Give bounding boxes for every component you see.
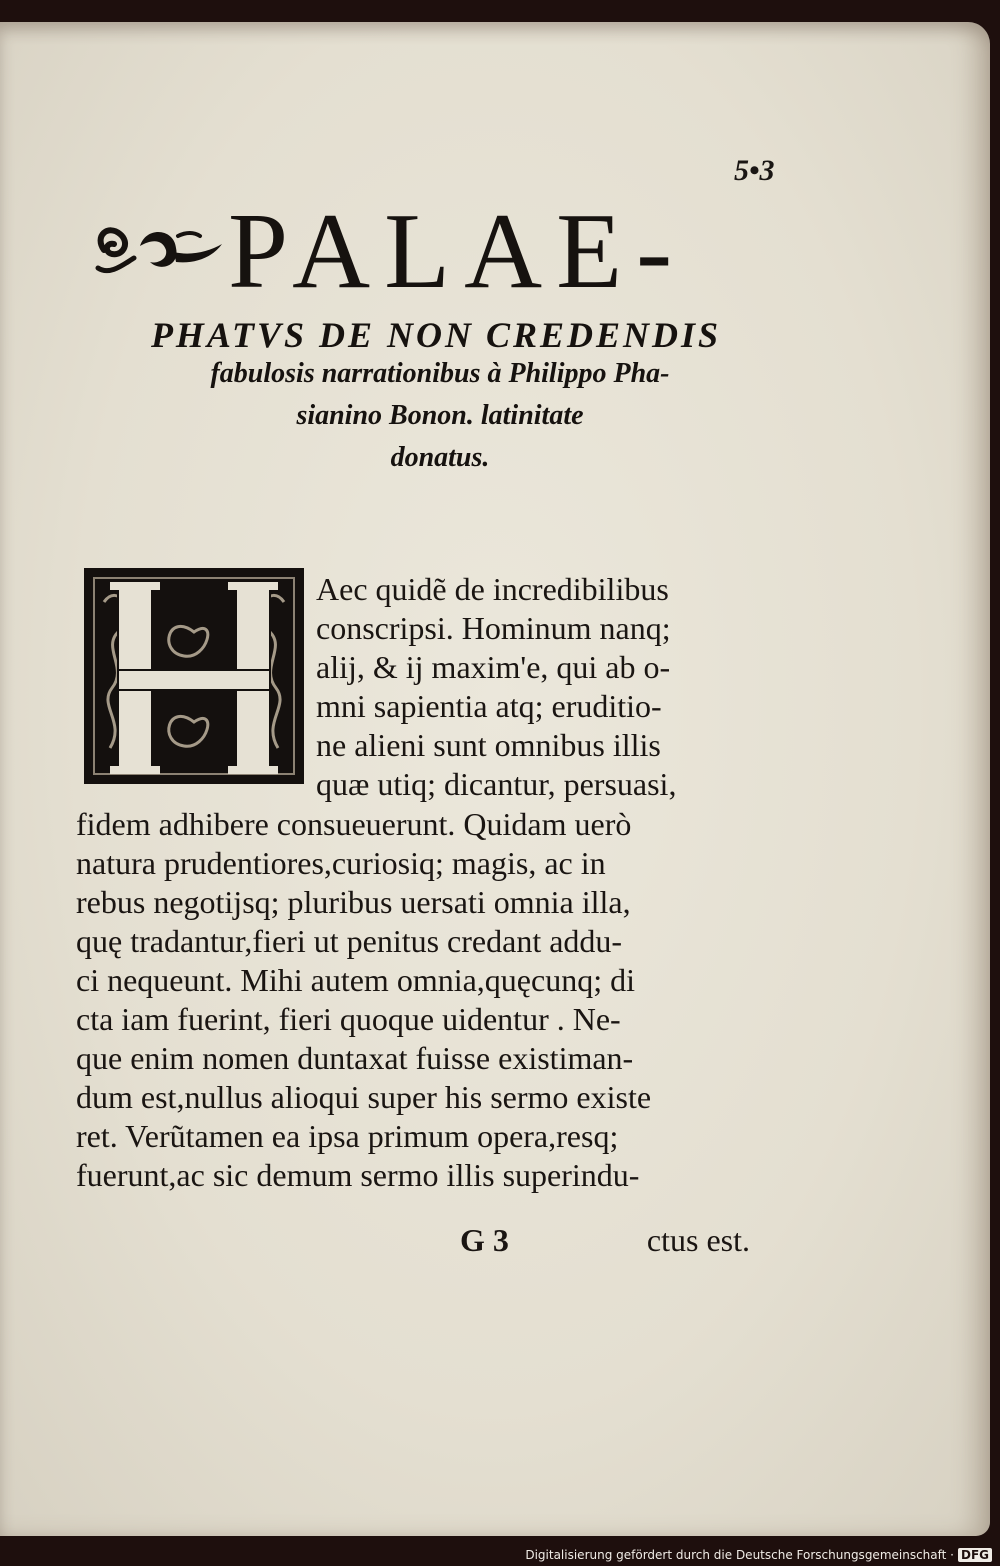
body-line-2: conscripsi. Hominum nanq; xyxy=(316,610,671,647)
digitization-credit xyxy=(525,1548,992,1562)
title-line-3: donatus. xyxy=(390,442,490,473)
body-line-4: mni sapientia atq; eruditio- xyxy=(316,688,662,725)
body-line-16: fuerunt,ac sic demum sermo illis superindu- xyxy=(76,1157,640,1194)
dfg-logo: DFG xyxy=(958,1548,992,1562)
body-line-1: Aec quidẽ de incredibilibus xyxy=(316,571,669,607)
title-subtitle: PHATVS DE NON CREDENDIS xyxy=(150,315,722,355)
signature-mark: G 3 xyxy=(460,1222,509,1258)
body-line-7: fidem adhibere consueuerunt. Quidam uerò xyxy=(76,805,632,842)
title-main: PALAE- xyxy=(228,192,687,311)
body-line-12: cta iam fuerint, fieri quoque uidentur . Ne- xyxy=(76,1001,621,1038)
body-line-5: ne alieni sunt omnibus illis xyxy=(316,727,661,764)
body-line-8: natura prudentiores,curiosiq; magis, ac in xyxy=(76,844,606,881)
body-line-6: quæ utiq; dicantur, persuasi, xyxy=(316,766,677,803)
body-line-13: que enim nomen duntaxat fuisse existiman- xyxy=(76,1040,634,1077)
body-line-11: ci nequeunt. Mihi autem omnia,quęcunq; di xyxy=(76,961,635,998)
credit-text: Digitalisierung gefördert durch die Deutsche Forschungsgemeinschaft · xyxy=(525,1548,954,1562)
catchword: ctus est. xyxy=(646,1222,750,1258)
body-line-15: ret. Verũtamen ea ipsa primum opera,resq; xyxy=(76,1118,619,1155)
body-line-14: dum est,nullus alioqui super his sermo existe xyxy=(76,1079,652,1116)
fleuron-ornament-icon xyxy=(90,206,228,286)
title-line-2: sianino Bonon. latinitate xyxy=(296,400,584,431)
book-page xyxy=(0,22,990,1536)
signature-line xyxy=(76,1222,760,1262)
folio-number: 5•3 xyxy=(734,154,775,187)
body-text xyxy=(76,570,760,1196)
body-line-3: alij, & ij maxim'e, qui ab o- xyxy=(316,649,671,686)
body-line-9: rebus negotijsq; pluribus uersati omnia illa, xyxy=(76,883,631,920)
body-line-10: quę tradantur,fieri ut penitus credant addu- xyxy=(76,922,623,959)
title-line-1: fabulosis narrationibus à Philippo Pha- xyxy=(210,358,670,389)
